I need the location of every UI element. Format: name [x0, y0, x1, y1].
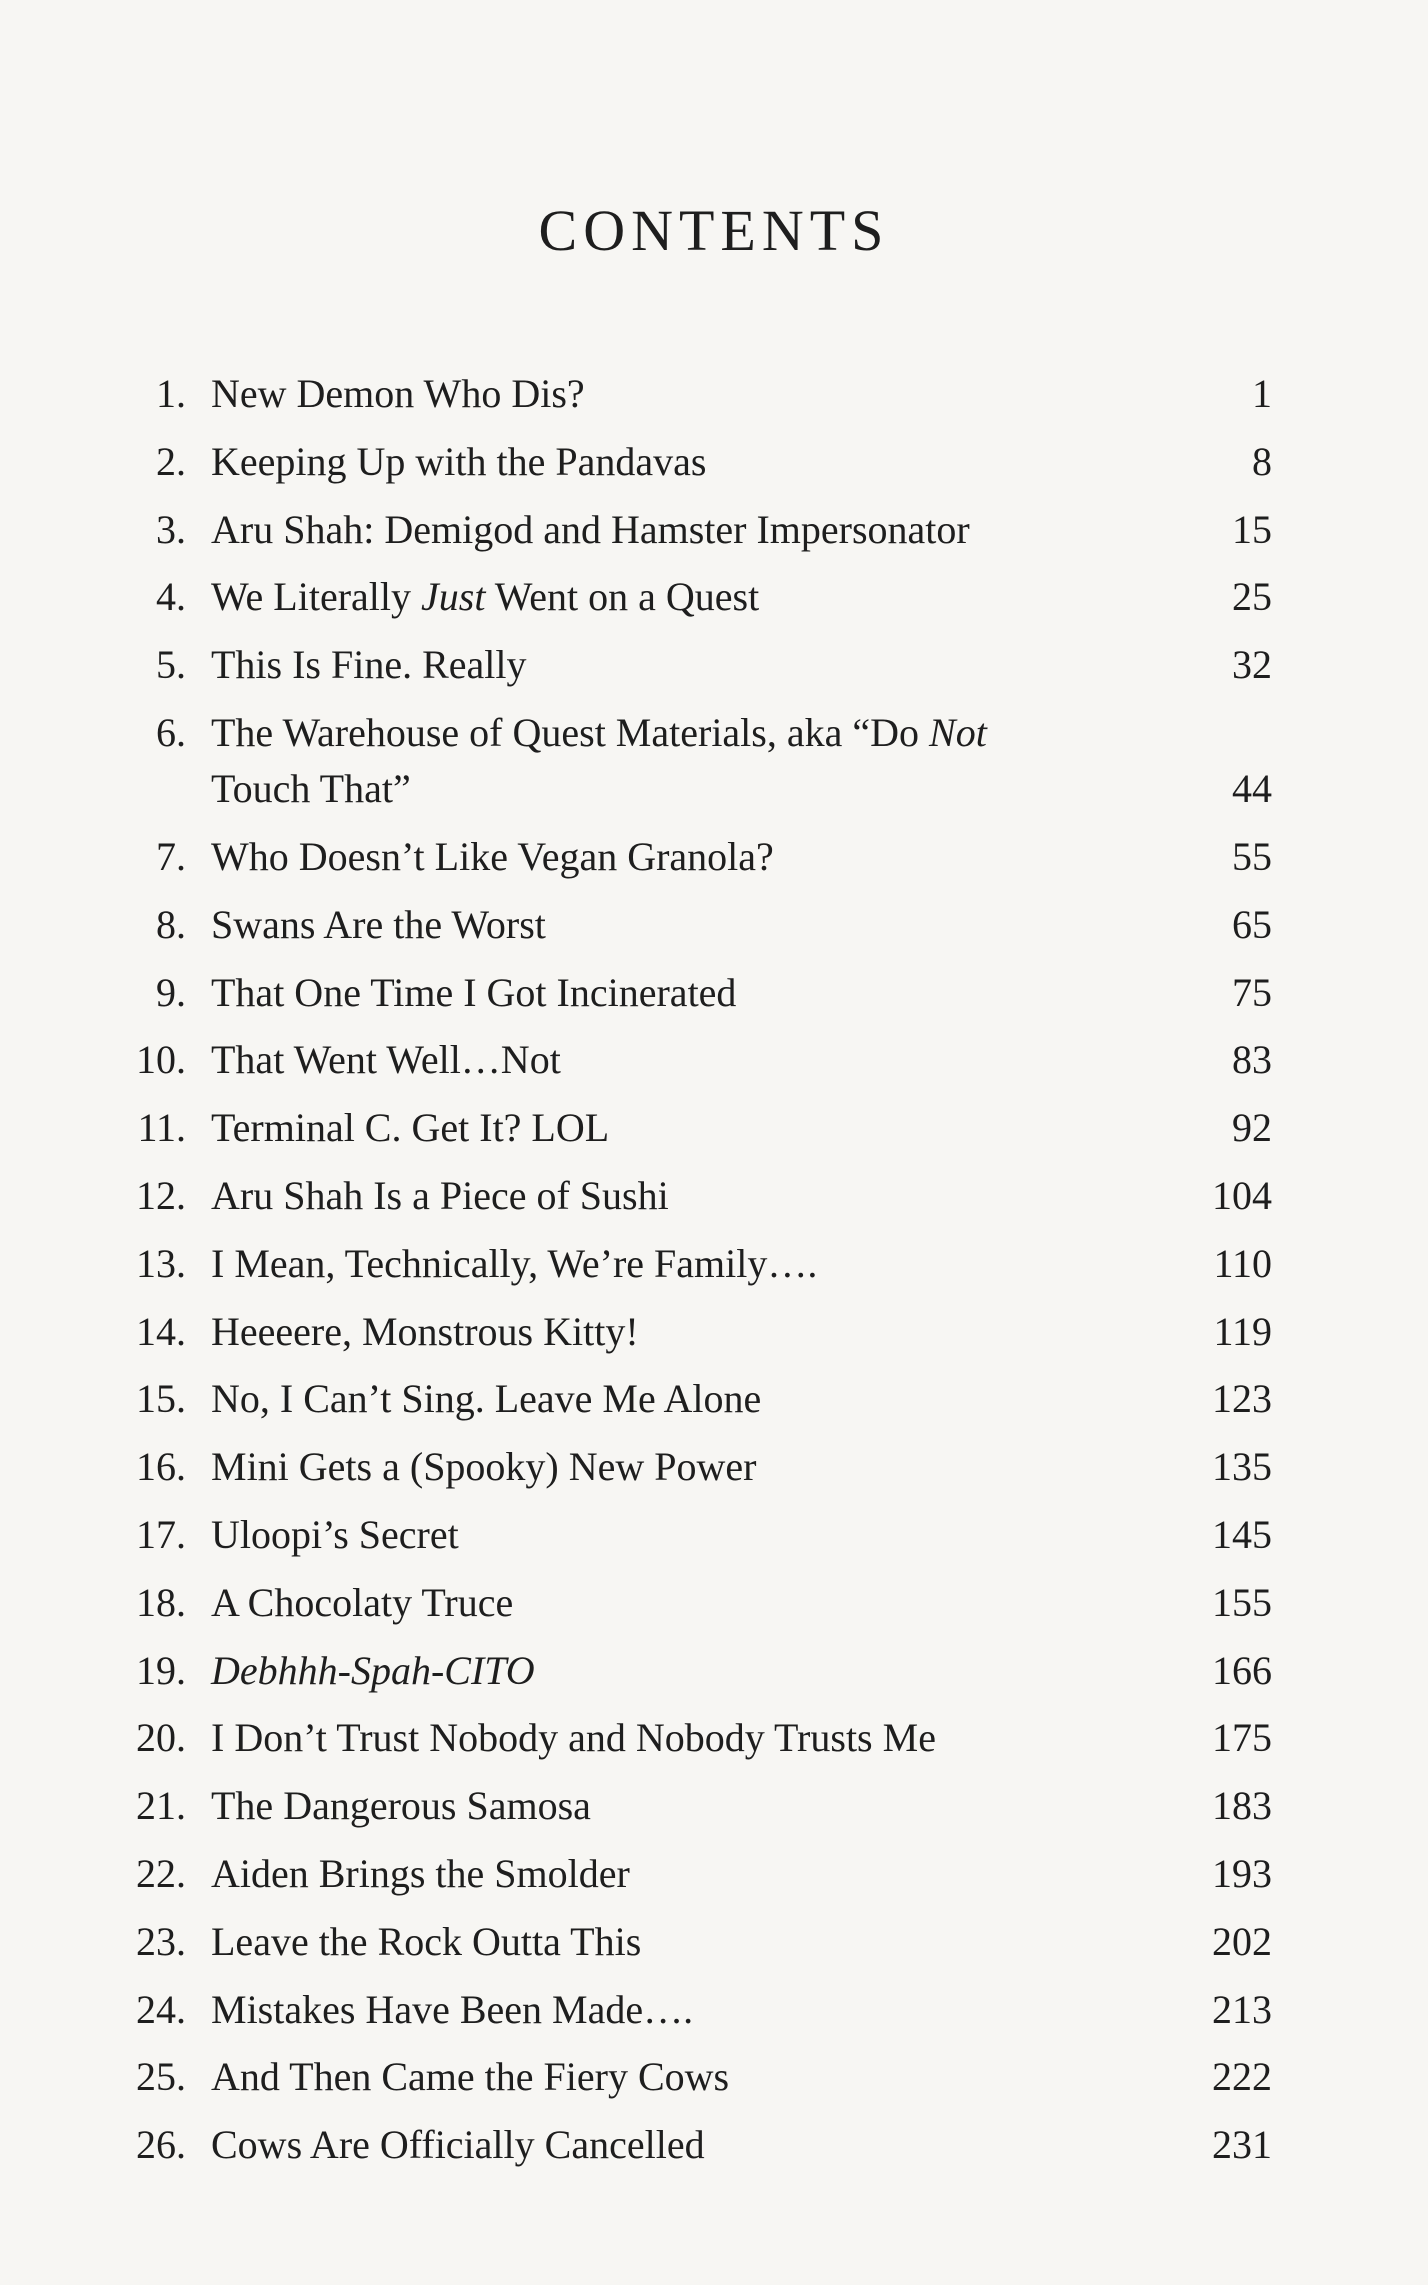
chapter-number: 6.: [156, 709, 186, 755]
page-number: 44: [1232, 765, 1272, 811]
chapter-title: Aru Shah: Demigod and Hamster Impersonator: [211, 506, 970, 552]
chapter-title-part: The Warehouse of Quest Materials, aka “Do: [211, 709, 930, 755]
chapter-number: 11.: [137, 1105, 186, 1151]
page-number: 175: [1212, 1715, 1272, 1761]
toc-entry: [0, 1840, 1428, 1908]
chapter-number: 20.: [136, 1715, 186, 1761]
toc-entry: [0, 1298, 1428, 1366]
toc-entry: [0, 959, 1428, 1027]
chapter-number: 18.: [136, 1579, 186, 1625]
toc-entry: [0, 1094, 1428, 1162]
page-number: 75: [1232, 969, 1272, 1015]
chapter-title: [211, 563, 1091, 625]
page-number: 123: [1212, 1376, 1272, 1422]
page-number: 202: [1212, 1918, 1272, 1964]
chapter-number: 2.: [156, 438, 186, 484]
chapter-number: 3.: [156, 506, 186, 552]
chapter-title: Mini Gets a (Spooky) New Power: [211, 1444, 757, 1490]
chapter-title: Heeeere, Monstrous Kitty!: [211, 1308, 639, 1354]
chapter-number: 12.: [136, 1172, 186, 1218]
toc-entry: [0, 1365, 1428, 1433]
chapter-number: 14.: [136, 1308, 186, 1354]
toc-entry: [0, 823, 1428, 891]
chapter-number: 21.: [136, 1783, 186, 1829]
page-number: 104: [1212, 1172, 1272, 1218]
toc-entry: [0, 2111, 1428, 2179]
chapter-number: 15.: [136, 1376, 186, 1422]
page-number: 119: [1213, 1308, 1272, 1354]
toc-entry: [0, 1976, 1428, 2044]
page-number: 8: [1252, 438, 1272, 484]
chapter-number: 1.: [156, 371, 186, 416]
chapter-number: 19.: [136, 1647, 186, 1693]
toc-entry: [0, 496, 1428, 564]
page-number: 83: [1232, 1037, 1272, 1083]
toc-entry: [0, 428, 1428, 496]
page-number: 183: [1212, 1783, 1272, 1829]
chapter-number: 26.: [136, 2122, 186, 2168]
chapter-title: Swans Are the Worst: [211, 901, 546, 947]
toc-entry: [0, 563, 1428, 631]
chapter-title: And Then Came the Fiery Cows: [211, 2054, 730, 2100]
toc-entry: [0, 360, 1428, 428]
chapter-title: Terminal C. Get It? LOL: [211, 1105, 610, 1151]
page-number: 92: [1232, 1105, 1272, 1151]
chapter-title-emphasis: Not: [929, 709, 987, 755]
chapter-title: Who Doesn’t Like Vegan Granola?: [211, 833, 774, 879]
toc-entry: [0, 631, 1428, 699]
page-number: 1: [1252, 371, 1272, 416]
chapter-title: I Mean, Technically, We’re Family….: [211, 1240, 818, 1286]
chapter-title-part: Touch That”: [211, 765, 411, 811]
chapter-title: Uloopi’s Secret: [211, 1511, 459, 1557]
page-number: 55: [1232, 833, 1272, 879]
page-number: 213: [1212, 1986, 1272, 2032]
chapter-title: That One Time I Got Incinerated: [211, 969, 737, 1015]
chapter-title: A Chocolaty Truce: [211, 1579, 514, 1625]
page-number: 25: [1232, 574, 1272, 620]
chapter-title: That Went Well…Not: [211, 1037, 561, 1083]
chapter-number: 7.: [156, 833, 186, 879]
toc-entry: [0, 1704, 1428, 1772]
table-of-contents: [0, 360, 1428, 2179]
chapter-title-part: We Literally: [211, 574, 422, 620]
toc-entry: [0, 2043, 1428, 2111]
chapter-number: 5.: [156, 642, 186, 688]
chapter-title: This Is Fine. Really: [211, 642, 527, 688]
page-number: 231: [1212, 2122, 1272, 2168]
chapter-number: 16.: [136, 1444, 186, 1490]
chapter-title: No, I Can’t Sing. Leave Me Alone: [211, 1376, 762, 1422]
toc-entry: [0, 699, 1428, 823]
chapter-title: New Demon Who Dis?: [211, 371, 585, 416]
toc-entry: [0, 1772, 1428, 1840]
chapter-number: 17.: [136, 1511, 186, 1557]
toc-entry: [0, 1433, 1428, 1501]
chapter-title: Keeping Up with the Pandavas: [211, 438, 707, 484]
chapter-title-part: Went on a Quest: [485, 574, 760, 620]
page-number: 145: [1212, 1511, 1272, 1557]
page-title: CONTENTS: [538, 198, 890, 263]
chapter-title: Aiden Brings the Smolder: [211, 1850, 630, 1896]
page-number: 110: [1213, 1240, 1272, 1286]
chapter-title: I Don’t Trust Nobody and Nobody Trusts Me: [211, 1715, 936, 1761]
chapter-number: 10.: [136, 1037, 186, 1083]
chapter-number: 4.: [156, 574, 186, 620]
page-number: 32: [1232, 642, 1272, 688]
chapter-number: 8.: [156, 901, 186, 947]
toc-entry: [0, 1230, 1428, 1298]
page-number: 65: [1232, 901, 1272, 947]
chapter-number: 23.: [136, 1918, 186, 1964]
toc-entry: [0, 1501, 1428, 1569]
chapter-number: 25.: [136, 2054, 186, 2100]
page-number: 222: [1212, 2054, 1272, 2100]
page-number: 193: [1212, 1850, 1272, 1896]
page-number: 15: [1232, 506, 1272, 552]
toc-entry: [0, 1637, 1428, 1705]
toc-entry: [0, 1162, 1428, 1230]
page-number: 166: [1212, 1647, 1272, 1693]
toc-entry: [0, 1026, 1428, 1094]
chapter-title: Debhhh-Spah-CITO: [211, 1647, 535, 1693]
chapter-title: Cows Are Officially Cancelled: [211, 2122, 705, 2168]
page-number: 135: [1212, 1444, 1272, 1490]
toc-entry: [0, 1908, 1428, 1976]
chapter-number: 9.: [156, 969, 186, 1015]
chapter-title: The Dangerous Samosa: [211, 1783, 591, 1829]
chapter-title: Aru Shah Is a Piece of Sushi: [211, 1172, 669, 1218]
chapter-title: Mistakes Have Been Made….: [211, 1986, 694, 2032]
chapter-number: 22.: [136, 1850, 186, 1896]
chapter-number: 24.: [136, 1986, 186, 2032]
chapter-title: Leave the Rock Outta This: [211, 1918, 642, 1964]
toc-entry: [0, 1569, 1428, 1637]
chapter-title: [211, 699, 1091, 817]
chapter-number: 13.: [136, 1240, 186, 1286]
toc-entry: [0, 891, 1428, 959]
page-number: 155: [1212, 1579, 1272, 1625]
chapter-title-emphasis: Just: [421, 574, 486, 620]
